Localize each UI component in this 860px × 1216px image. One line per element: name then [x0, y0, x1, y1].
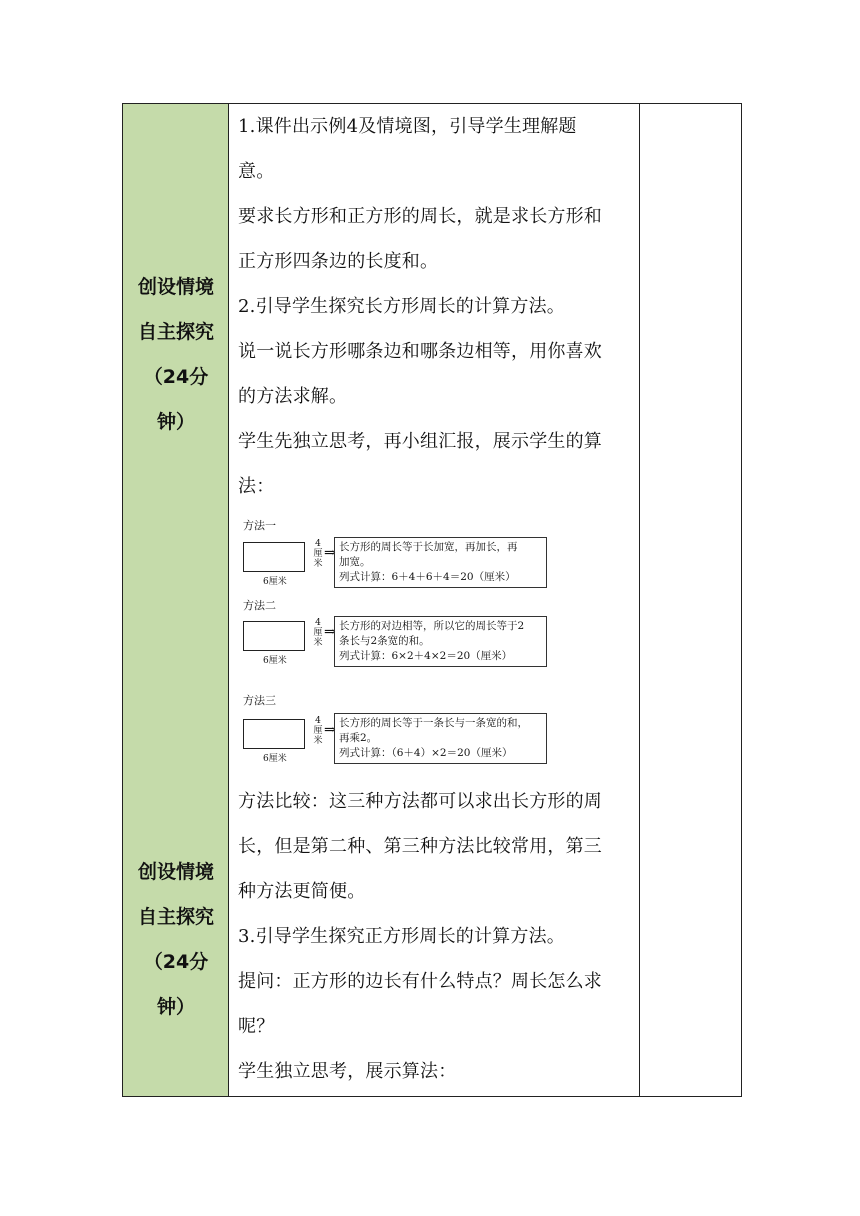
- stage-line: 自主探究: [137, 906, 214, 928]
- method-desc: 长方形的周长等于一条长与一条宽的和，: [339, 717, 528, 729]
- stage-column: [123, 104, 229, 1096]
- stage-line: （24分: [143, 366, 209, 388]
- method-box: [334, 537, 547, 588]
- method-desc: 长方形的对边相等，所以它的周长等于2: [339, 620, 525, 632]
- width-label: 4厘米: [313, 539, 323, 569]
- method-box: [334, 713, 547, 764]
- rectangle-diagram: [243, 621, 305, 651]
- width-label: 4厘米: [313, 618, 323, 648]
- paragraph: 要求长方形和正方形的周长，就是求长方形和: [238, 206, 602, 227]
- lesson-table: [122, 103, 742, 1097]
- method-title: 方法三: [243, 694, 276, 707]
- paragraph: 2.引导学生探究长方形周长的计算方法。: [238, 296, 565, 317]
- method-calc: 列式计算：6×2＋4×2＝20（厘米）: [339, 650, 513, 662]
- paragraph: 学生独立思考，展示算法：: [238, 1061, 457, 1082]
- method-box: [334, 616, 547, 667]
- method-desc: 加宽。: [339, 556, 371, 568]
- length-label: 6厘米: [263, 656, 287, 666]
- method-calc: 列式计算：（6＋4）×2＝20（厘米）: [339, 747, 513, 759]
- stage-line: （24分: [143, 951, 209, 973]
- length-label: 6厘米: [263, 577, 287, 587]
- method-desc: 条长与2条宽的和。: [339, 635, 430, 647]
- stage-line: 创设情境: [137, 861, 214, 883]
- stage-label-bottom: [123, 850, 229, 1030]
- paragraph: 法：: [238, 476, 275, 497]
- paragraph: 的方法求解。: [238, 386, 348, 407]
- paragraph: 说一说长方形哪条边和哪条边相等，用你喜欢: [238, 341, 602, 362]
- stage-label-top: [123, 265, 229, 445]
- stage-line: 自主探究: [137, 321, 214, 343]
- content-column: [238, 104, 632, 1094]
- stage-line: 钟）: [156, 996, 195, 1018]
- paragraph: 方法比较：这三种方法都可以求出长方形的周: [238, 791, 602, 812]
- paragraph: 正方形四条边的长度和。: [238, 251, 439, 272]
- paragraph: 提问：正方形的边长有什么特点？周长怎么求: [238, 971, 602, 992]
- width-label: 4厘米: [313, 716, 323, 746]
- paragraph: 3.引导学生探究正方形周长的计算方法。: [238, 926, 565, 947]
- method-desc: 再乘2。: [339, 732, 378, 744]
- method-desc: 长方形的周长等于长加宽，再加长，再: [339, 541, 518, 553]
- paragraph: 学生先独立思考，再小组汇报，展示学生的算: [238, 431, 602, 452]
- double-arrow-icon: ⇒: [324, 624, 336, 640]
- length-label: 6厘米: [263, 754, 287, 764]
- paragraph: 种方法更简便。: [238, 881, 366, 902]
- method-calc: 列式计算：6＋4＋6＋4＝20（厘米）: [339, 571, 516, 583]
- paragraph: 1.课件出示例4及情境图，引导学生理解题: [238, 116, 577, 137]
- double-arrow-icon: ⇒: [324, 722, 336, 738]
- stage-line: 钟）: [156, 411, 195, 433]
- paragraph: 呢？: [238, 1016, 275, 1037]
- rectangle-diagram: [243, 719, 305, 749]
- notes-column-divider: [639, 104, 640, 1096]
- method-title: 方法一: [243, 519, 276, 532]
- rectangle-diagram: [243, 542, 305, 572]
- methods-figure: [238, 515, 558, 775]
- method-title: 方法二: [243, 599, 276, 612]
- double-arrow-icon: ⇒: [324, 545, 336, 561]
- paragraph: 意。: [238, 161, 275, 182]
- paragraph: 长，但是第二种、第三种方法比较常用，第三: [238, 836, 602, 857]
- stage-line: 创设情境: [137, 276, 214, 298]
